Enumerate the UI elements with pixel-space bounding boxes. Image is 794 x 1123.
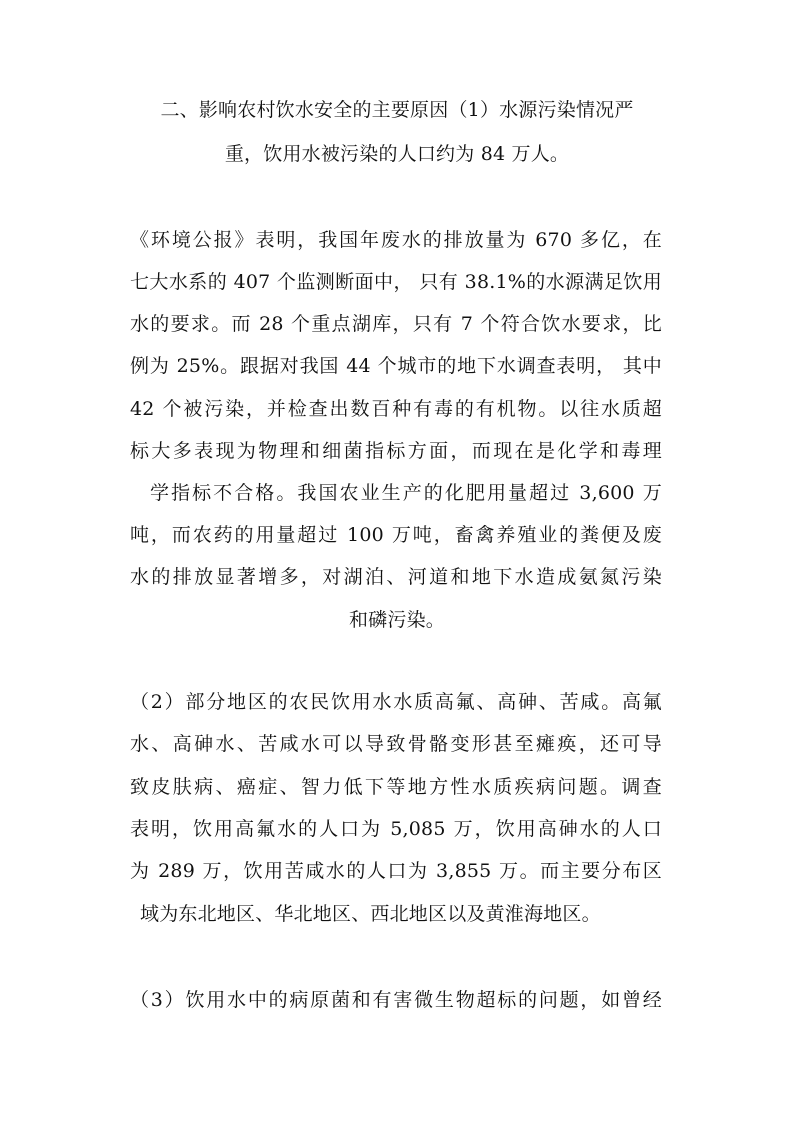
- paragraph-2-line: 表明，饮用高氟水的人口为 5,085 万，饮用高砷水的人口: [130, 818, 662, 840]
- paragraph-2-line: （2）部分地区的农民饮用水水质高氟、高砷、苦咸。高氟: [130, 691, 662, 713]
- paragraph-3-line: （3）饮用水中的病原菌和有害微生物超标的问题，如曾经: [130, 989, 662, 1011]
- paragraph-1-line: 七大水系的 407 个监测断面中， 只有 38.1%的水源满足饮用: [130, 271, 662, 293]
- paragraph-1-line: 学指标不合格。我国农业生产的化肥用量超过 3,600 万: [150, 482, 662, 504]
- paragraph-2-line: 水、高砷水、苦咸水可以导致骨骼变形甚至瘫痪，还可导: [130, 733, 662, 755]
- paragraph-2-line: 域为东北地区、华北地区、西北地区以及黄淮海地区。: [140, 903, 601, 925]
- paragraph-1-line: 水的要求。而 28 个重点湖库，只有 7 个符合饮水要求，比: [130, 313, 662, 335]
- paragraph-1-line: 42 个被污染，并检查出数百种有毒的有机物。以往水质超: [130, 398, 662, 420]
- paragraph-1-line: 标大多表现为物理和细菌指标方面，而现在是化学和毒理: [130, 440, 662, 462]
- paragraph-2-line: 为 289 万，饮用苦咸水的人口为 3,855 万。而主要分布区: [130, 860, 662, 882]
- heading-line-2: 重，饮用水被污染的人口约为 84 万人。: [224, 143, 570, 165]
- paragraph-2-line: 致皮肤病、癌症、智力低下等地方性水质疾病问题。调查: [130, 776, 662, 798]
- paragraph-1-line: 水的排放显著增多，对湖泊、河道和地下水造成氨氮污染: [130, 566, 662, 588]
- paragraph-1-line: 和磷污染。: [348, 609, 445, 631]
- paragraph-1-line: 吨，而农药的用量超过 100 万吨，畜禽养殖业的粪便及废: [130, 524, 662, 546]
- paragraph-1-line: 例为 25%。跟据对我国 44 个城市的地下水调查表明， 其中: [130, 355, 662, 377]
- heading-line-1: 二、影响农村饮水安全的主要原因（1）水源污染情况严: [160, 99, 634, 121]
- paragraph-1-line: 《环境公报》表明，我国年废水的排放量为 670 多亿，在: [130, 229, 662, 251]
